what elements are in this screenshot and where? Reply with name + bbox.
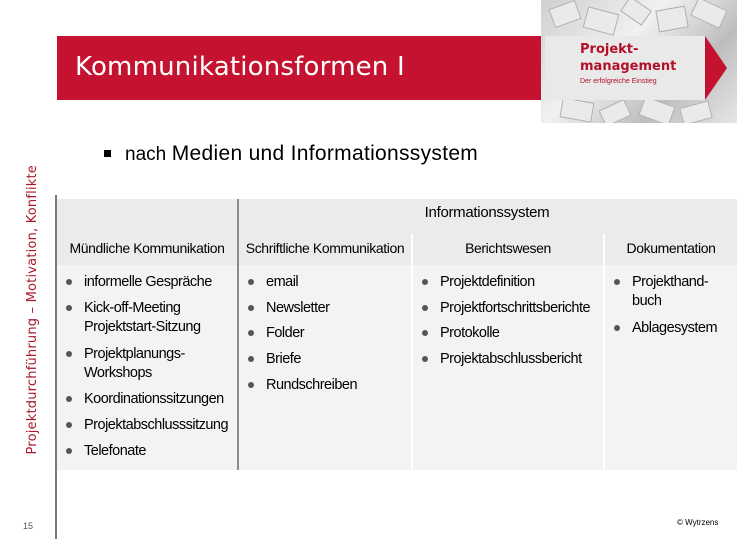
list-item: Projektdefinition <box>440 273 535 291</box>
column-header-label: Schriftliche Kommunikation <box>245 240 405 256</box>
list-item: Kick-off-Meeting <box>84 299 181 317</box>
list-item: Workshops <box>84 365 152 381</box>
column-body-schriftlich <box>239 265 411 470</box>
list-item: Koordinationssitzungen <box>84 390 224 408</box>
list-item: informelle Gespräche <box>84 273 212 291</box>
column-body-muendlich <box>57 265 237 470</box>
logo-tagline: Der erfolgreiche Einstieg <box>580 78 657 85</box>
list-item: Projektabschlussbericht <box>440 350 582 368</box>
page-title: Kommunikationsformen I <box>75 52 405 82</box>
bullet-emphasis: Medien und Informationssystem <box>171 142 479 165</box>
column-header-dokumentation <box>605 234 737 265</box>
logo-line2: management <box>580 59 677 74</box>
column-body-berichtswesen <box>413 265 603 470</box>
column-header-schriftlich <box>239 234 411 265</box>
list-item: Briefe <box>266 350 301 368</box>
column-header-label: Dokumentation <box>626 240 716 256</box>
list-item: Projektfortschrittsberichte <box>440 299 590 317</box>
column-header-berichtswesen <box>413 234 603 265</box>
list-item: Telefonate <box>84 442 146 460</box>
square-bullet-icon <box>104 150 111 157</box>
side-title-container <box>25 165 40 475</box>
info-table <box>57 199 737 470</box>
list-item: Projekthand- <box>632 273 708 291</box>
list-item: buch <box>632 293 662 309</box>
list-item: email <box>266 273 298 291</box>
table-divider <box>237 199 239 470</box>
column-header-muendlich <box>57 234 237 265</box>
column-header-label: Berichtswesen <box>465 240 551 256</box>
page-number: 15 <box>23 521 34 531</box>
list-item: Folder <box>266 324 304 342</box>
list-item: Projektabschlusssitzung <box>84 416 228 434</box>
side-title: Projektdurchführung – Motivation, Konflikte <box>25 165 40 455</box>
logo-line1: Projekt- <box>580 42 639 57</box>
list-item: Ablagesystem <box>632 319 717 337</box>
table-title: Informationssystem <box>424 204 550 221</box>
copyright: © Wytrzens <box>677 518 719 527</box>
list-item: Projektstart-Sitzung <box>84 319 201 335</box>
column-body-dokumentation <box>605 265 737 470</box>
bullet-lead: nach <box>125 144 167 165</box>
list-item: Rundschreiben <box>266 376 357 394</box>
list-item: Projektplanungs- <box>84 345 185 363</box>
list-item: Protokolle <box>440 324 499 342</box>
bullet-point <box>104 142 478 166</box>
column-header-label: Mündliche Kommunikation <box>69 240 225 256</box>
list-item: Newsletter <box>266 299 330 317</box>
logo-arrow-icon <box>705 36 727 100</box>
table-title-row <box>57 199 737 234</box>
